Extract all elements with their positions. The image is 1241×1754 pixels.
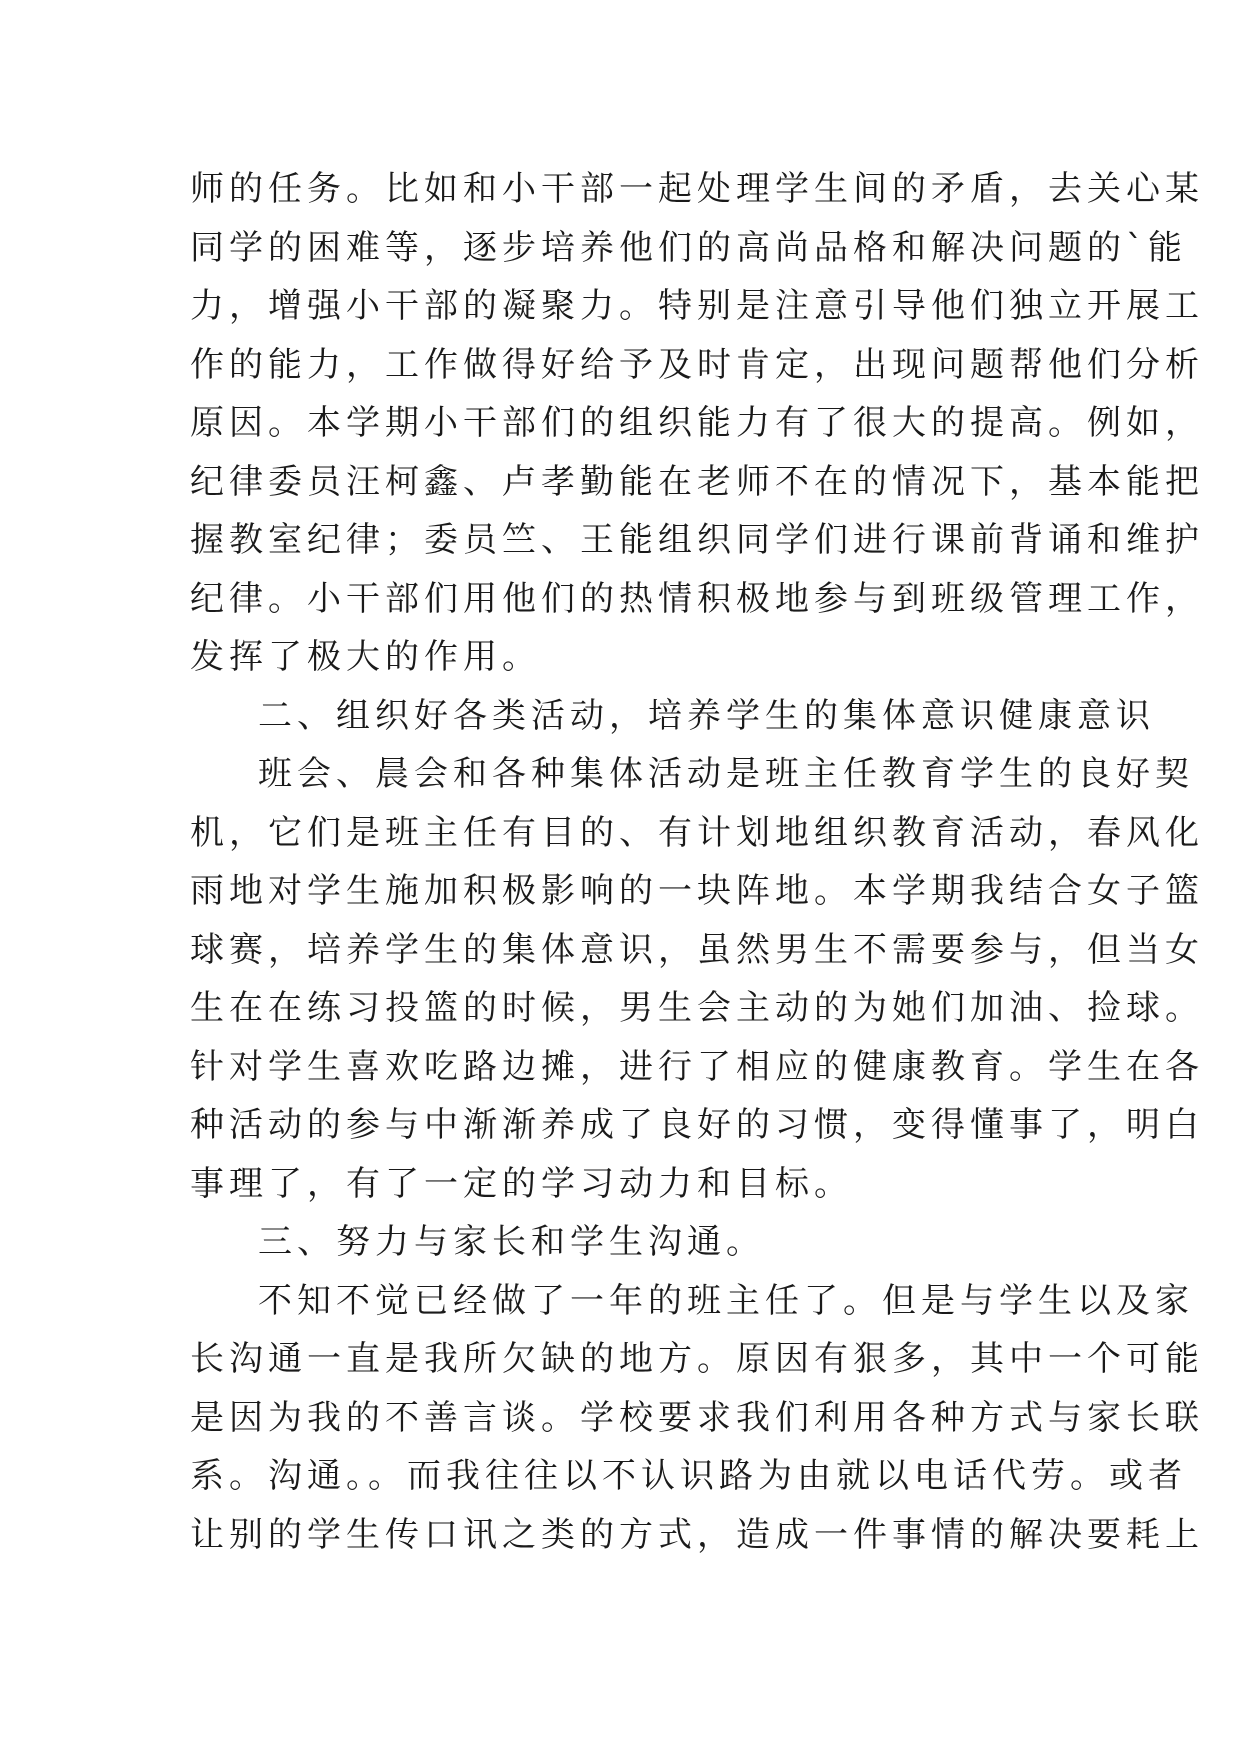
text-line: 二、组织好各类活动，培养学生的集体意识健康意识	[258, 695, 1155, 736]
text-line: 不知不觉已经做了一年的班主任了。但是与学生以及家	[258, 1280, 1194, 1321]
text-line: 球赛，培养学生的集体意识，虽然男生不需要参与，但当女	[190, 929, 1204, 970]
text-line: 作的能力，工作做得好给予及时肯定，出现问题帮他们分析	[190, 344, 1204, 385]
text-line: 种活动的参与中渐渐养成了良好的习惯，变得懂事了，明白	[190, 1105, 1204, 1145]
text-line: 机，它们是班主任有目的、有计划地组织教育活动，春风化	[190, 812, 1204, 853]
text-line: 同学的困难等，逐步培养他们的高尚品格和解决问题的`能	[190, 227, 1187, 268]
text-line: 系。沟通。。而我往往以不认识路为由就以电话代劳。或者	[190, 1456, 1187, 1496]
text-line: 雨地对学生施加积极影响的一块阵地。本学期我结合女子篮	[190, 871, 1204, 911]
text-line: 班会、晨会和各种集体活动是班主任教育学生的良好契	[258, 754, 1194, 794]
text-line: 纪律委员汪柯鑫、卢孝勤能在老师不在的情况下，基本能把	[190, 461, 1204, 502]
text-line: 握教室纪律；委员竺、王能组织同学们进行课前背诵和维护	[190, 520, 1204, 560]
text-line: 原因。本学期小干部们的组织能力有了很大的提高。例如，	[190, 403, 1204, 443]
text-line: 长沟通一直是我所欠缺的地方。原因有狠多，其中一个可能	[190, 1339, 1204, 1379]
text-line: 力，增强小干部的凝聚力。特别是注意引导他们独立开展工	[190, 286, 1204, 326]
text-line: 是因为我的不善言谈。学校要求我们利用各种方式与家长联	[190, 1397, 1204, 1438]
text-line: 发挥了极大的作用。	[190, 637, 541, 677]
document-body-text	[190, 160, 1204, 1564]
text-line: 生在在练习投篮的时候，男生会主动的为她们加油、捡球。	[190, 988, 1204, 1028]
text-line: 让别的学生传口讯之类的方式，造成一件事情的解决要耗上	[190, 1514, 1204, 1555]
text-line: 纪律。小干部们用他们的热情积极地参与到班级管理工作，	[190, 578, 1204, 619]
text-line: 三、努力与家长和学生沟通。	[258, 1222, 765, 1262]
text-line: 针对学生喜欢吃路边摊，进行了相应的健康教育。学生在各	[190, 1046, 1204, 1087]
text-line: 事理了，有了一定的学习动力和目标。	[190, 1163, 853, 1204]
text-line: 师的任务。比如和小干部一起处理学生间的矛盾，去关心某	[190, 169, 1204, 209]
